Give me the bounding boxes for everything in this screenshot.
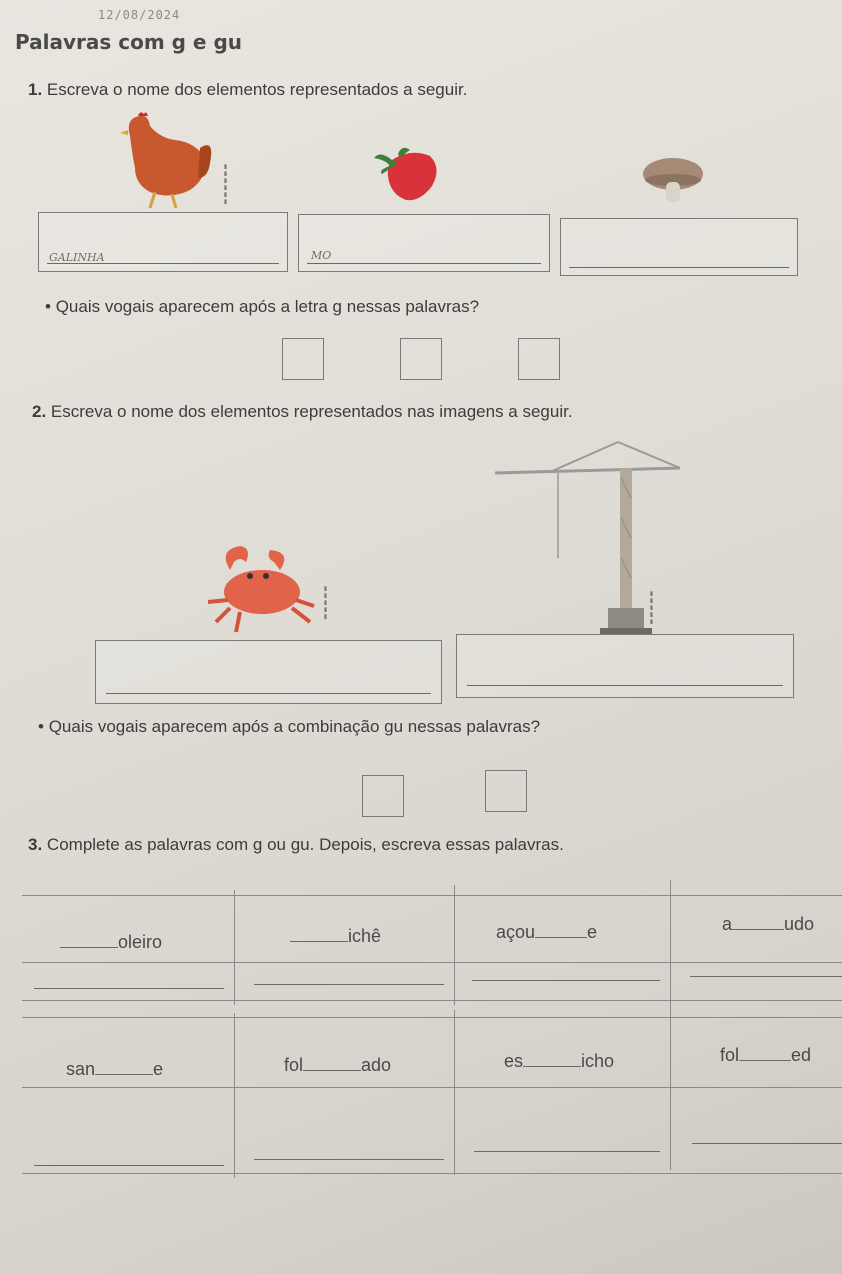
word-item-7: es icho: [504, 1051, 615, 1071]
word-item-5: san e: [66, 1059, 164, 1079]
question-2-sub-text: Quais vogais aparecem após a combinação gu nessas palavras?: [48, 717, 541, 736]
question-1-sub-text: Quais vogais aparecem após a letra g nessas palavras?: [55, 297, 480, 316]
question-3-number: 3.: [28, 835, 43, 854]
word-item-2: ichê: [290, 926, 381, 947]
fill-blank[interactable]: [732, 929, 784, 930]
fill-blank[interactable]: [60, 947, 118, 948]
fill-blank[interactable]: [95, 1074, 153, 1075]
write-line-8[interactable]: [692, 1143, 842, 1144]
write-line-1[interactable]: [34, 988, 224, 989]
handwritten-answer-hen: GALINHA: [49, 251, 105, 264]
question-2: [32, 402, 573, 422]
question-2-text: Escreva o nome dos elementos representados nas imagens a seguir.: [50, 402, 573, 421]
word-item-4: a udo: [722, 914, 815, 934]
exercise-grid-row-2: [22, 1005, 842, 1180]
date-handwritten: 12/08/2024: [98, 8, 181, 22]
question-3-text: Complete as palavras com g ou gu. Depois, escreva essas palavras.: [46, 835, 564, 854]
write-line-5[interactable]: [34, 1165, 224, 1166]
fill-blank[interactable]: [535, 937, 587, 938]
image-credit: ▮▮▮▮▮▮: [223, 163, 229, 205]
answer-box-crab[interactable]: [95, 640, 442, 704]
strawberry-icon: [370, 140, 450, 205]
question-3: [28, 835, 564, 855]
write-line-3[interactable]: [472, 980, 660, 981]
answer-box-hen[interactable]: [38, 212, 288, 272]
answer-box-strawberry[interactable]: [298, 214, 550, 272]
bullet-icon: •: [38, 717, 44, 736]
fill-blank[interactable]: [739, 1060, 791, 1061]
crane-icon: [490, 438, 690, 638]
mushroom-icon: [638, 152, 708, 212]
question-1: [28, 80, 467, 100]
fill-blank[interactable]: [290, 941, 348, 942]
crab-icon: [200, 540, 320, 635]
vowel-box-gu-1[interactable]: [362, 775, 404, 817]
vowel-box-3[interactable]: [518, 338, 560, 380]
word-item-1: oleiro: [60, 932, 162, 953]
vowel-box-gu-2[interactable]: [485, 770, 527, 812]
word-item-6: fol ado: [284, 1055, 392, 1075]
vowel-box-2[interactable]: [400, 338, 442, 380]
image-credit: ▮▮▮▮▮: [649, 590, 655, 625]
answer-box-mushroom[interactable]: [560, 218, 798, 276]
write-line-4[interactable]: [690, 976, 842, 977]
page-title: Palavras com g e gu: [15, 30, 242, 54]
write-line-2[interactable]: [254, 984, 444, 985]
question-1-sub: [45, 297, 479, 317]
write-line-7[interactable]: [474, 1151, 660, 1152]
write-line-6[interactable]: [254, 1159, 444, 1160]
fill-blank[interactable]: [303, 1070, 361, 1071]
image-credit: ▮▮▮▮▮: [323, 585, 329, 620]
word-item-8: fol ed: [720, 1045, 812, 1065]
hen-icon: [110, 108, 220, 213]
question-1-number: 1.: [28, 80, 43, 99]
vowel-box-1[interactable]: [282, 338, 324, 380]
handwritten-answer-strawberry: MO: [311, 249, 332, 262]
word-item-3: açou e: [496, 922, 598, 942]
question-2-number: 2.: [32, 402, 47, 421]
answer-box-crane[interactable]: [456, 634, 794, 698]
fill-blank[interactable]: [523, 1066, 581, 1067]
exercise-grid-row-1: [22, 880, 842, 1005]
bullet-icon: •: [45, 297, 51, 316]
question-2-sub: [38, 717, 540, 737]
question-1-text: Escreva o nome dos elementos representados a seguir.: [46, 80, 468, 99]
